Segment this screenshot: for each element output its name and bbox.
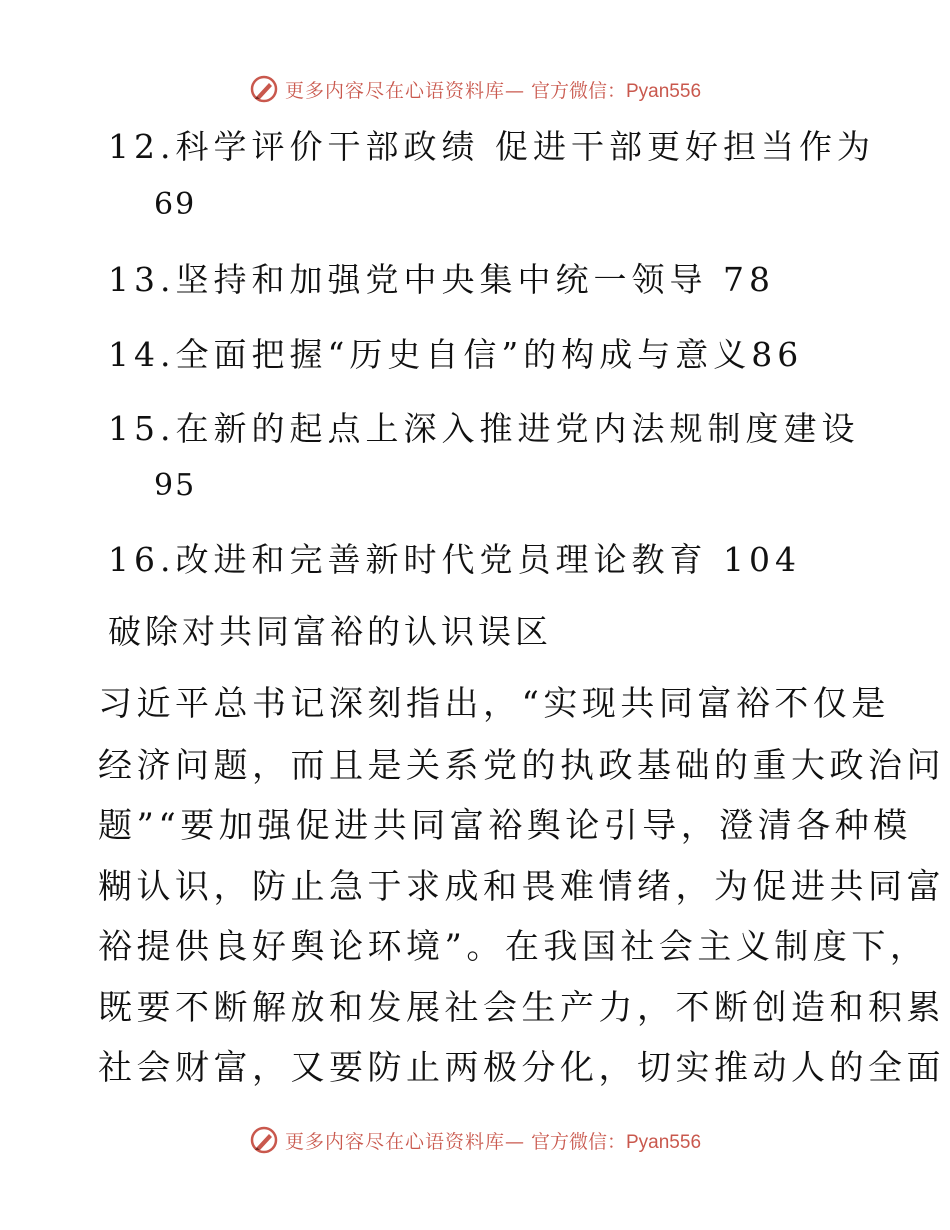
footer-watermark	[0, 1125, 950, 1155]
paragraph-line: 习近平总书记深刻指出，“实现共同富裕不仅是	[98, 684, 890, 724]
toc-item-13: 13.坚持和加强党中央集中统一领导 78	[108, 260, 775, 299]
paragraph-line: 题”“要加强促进共同富裕舆论引导，澄清各种模	[98, 806, 912, 846]
watermark-text-site: 更多内容尽在心语资料库—	[284, 79, 525, 102]
paragraph-line: 社会财富，又要防止两极分化，切实推动人的全面	[98, 1048, 945, 1088]
paragraph-line: 经济问题，而且是关系党的执政基础的重大政治问	[98, 746, 945, 786]
paragraph-line: 裕提供良好舆论环境”。在我国社会主义制度下，	[98, 927, 929, 967]
header-watermark	[0, 74, 950, 104]
watermark-text-wechat: 官方微信：Pyan556	[531, 1131, 702, 1153]
paragraph-line: 糊认识，防止急于求成和畏难情绪，为促进共同富	[98, 867, 945, 907]
section-title: 破除对共同富裕的认识误区	[108, 612, 552, 651]
watermark-text-wechat: 官方微信：Pyan556	[531, 80, 702, 102]
toc-item-12-page: 69	[154, 187, 197, 222]
toc-item-14: 14.全面把握“历史自信”的构成与意义86	[108, 335, 804, 374]
watermark	[249, 1125, 701, 1155]
toc-item-16: 16.改进和完善新时代党员理论教育 104	[108, 540, 801, 579]
pen-logo-icon	[249, 1125, 279, 1155]
watermark	[249, 74, 701, 104]
toc-item-12: 12.科学评价干部政绩 促进干部更好担当作为	[108, 127, 875, 166]
watermark-text-site: 更多内容尽在心语资料库—	[284, 1130, 525, 1153]
pen-logo-icon	[249, 74, 279, 104]
toc-item-15-page: 95	[154, 468, 197, 503]
paragraph-line: 既要不断解放和发展社会生产力，不断创造和积累	[98, 988, 945, 1028]
toc-item-15: 15.在新的起点上深入推进党内法规制度建设	[108, 409, 860, 448]
